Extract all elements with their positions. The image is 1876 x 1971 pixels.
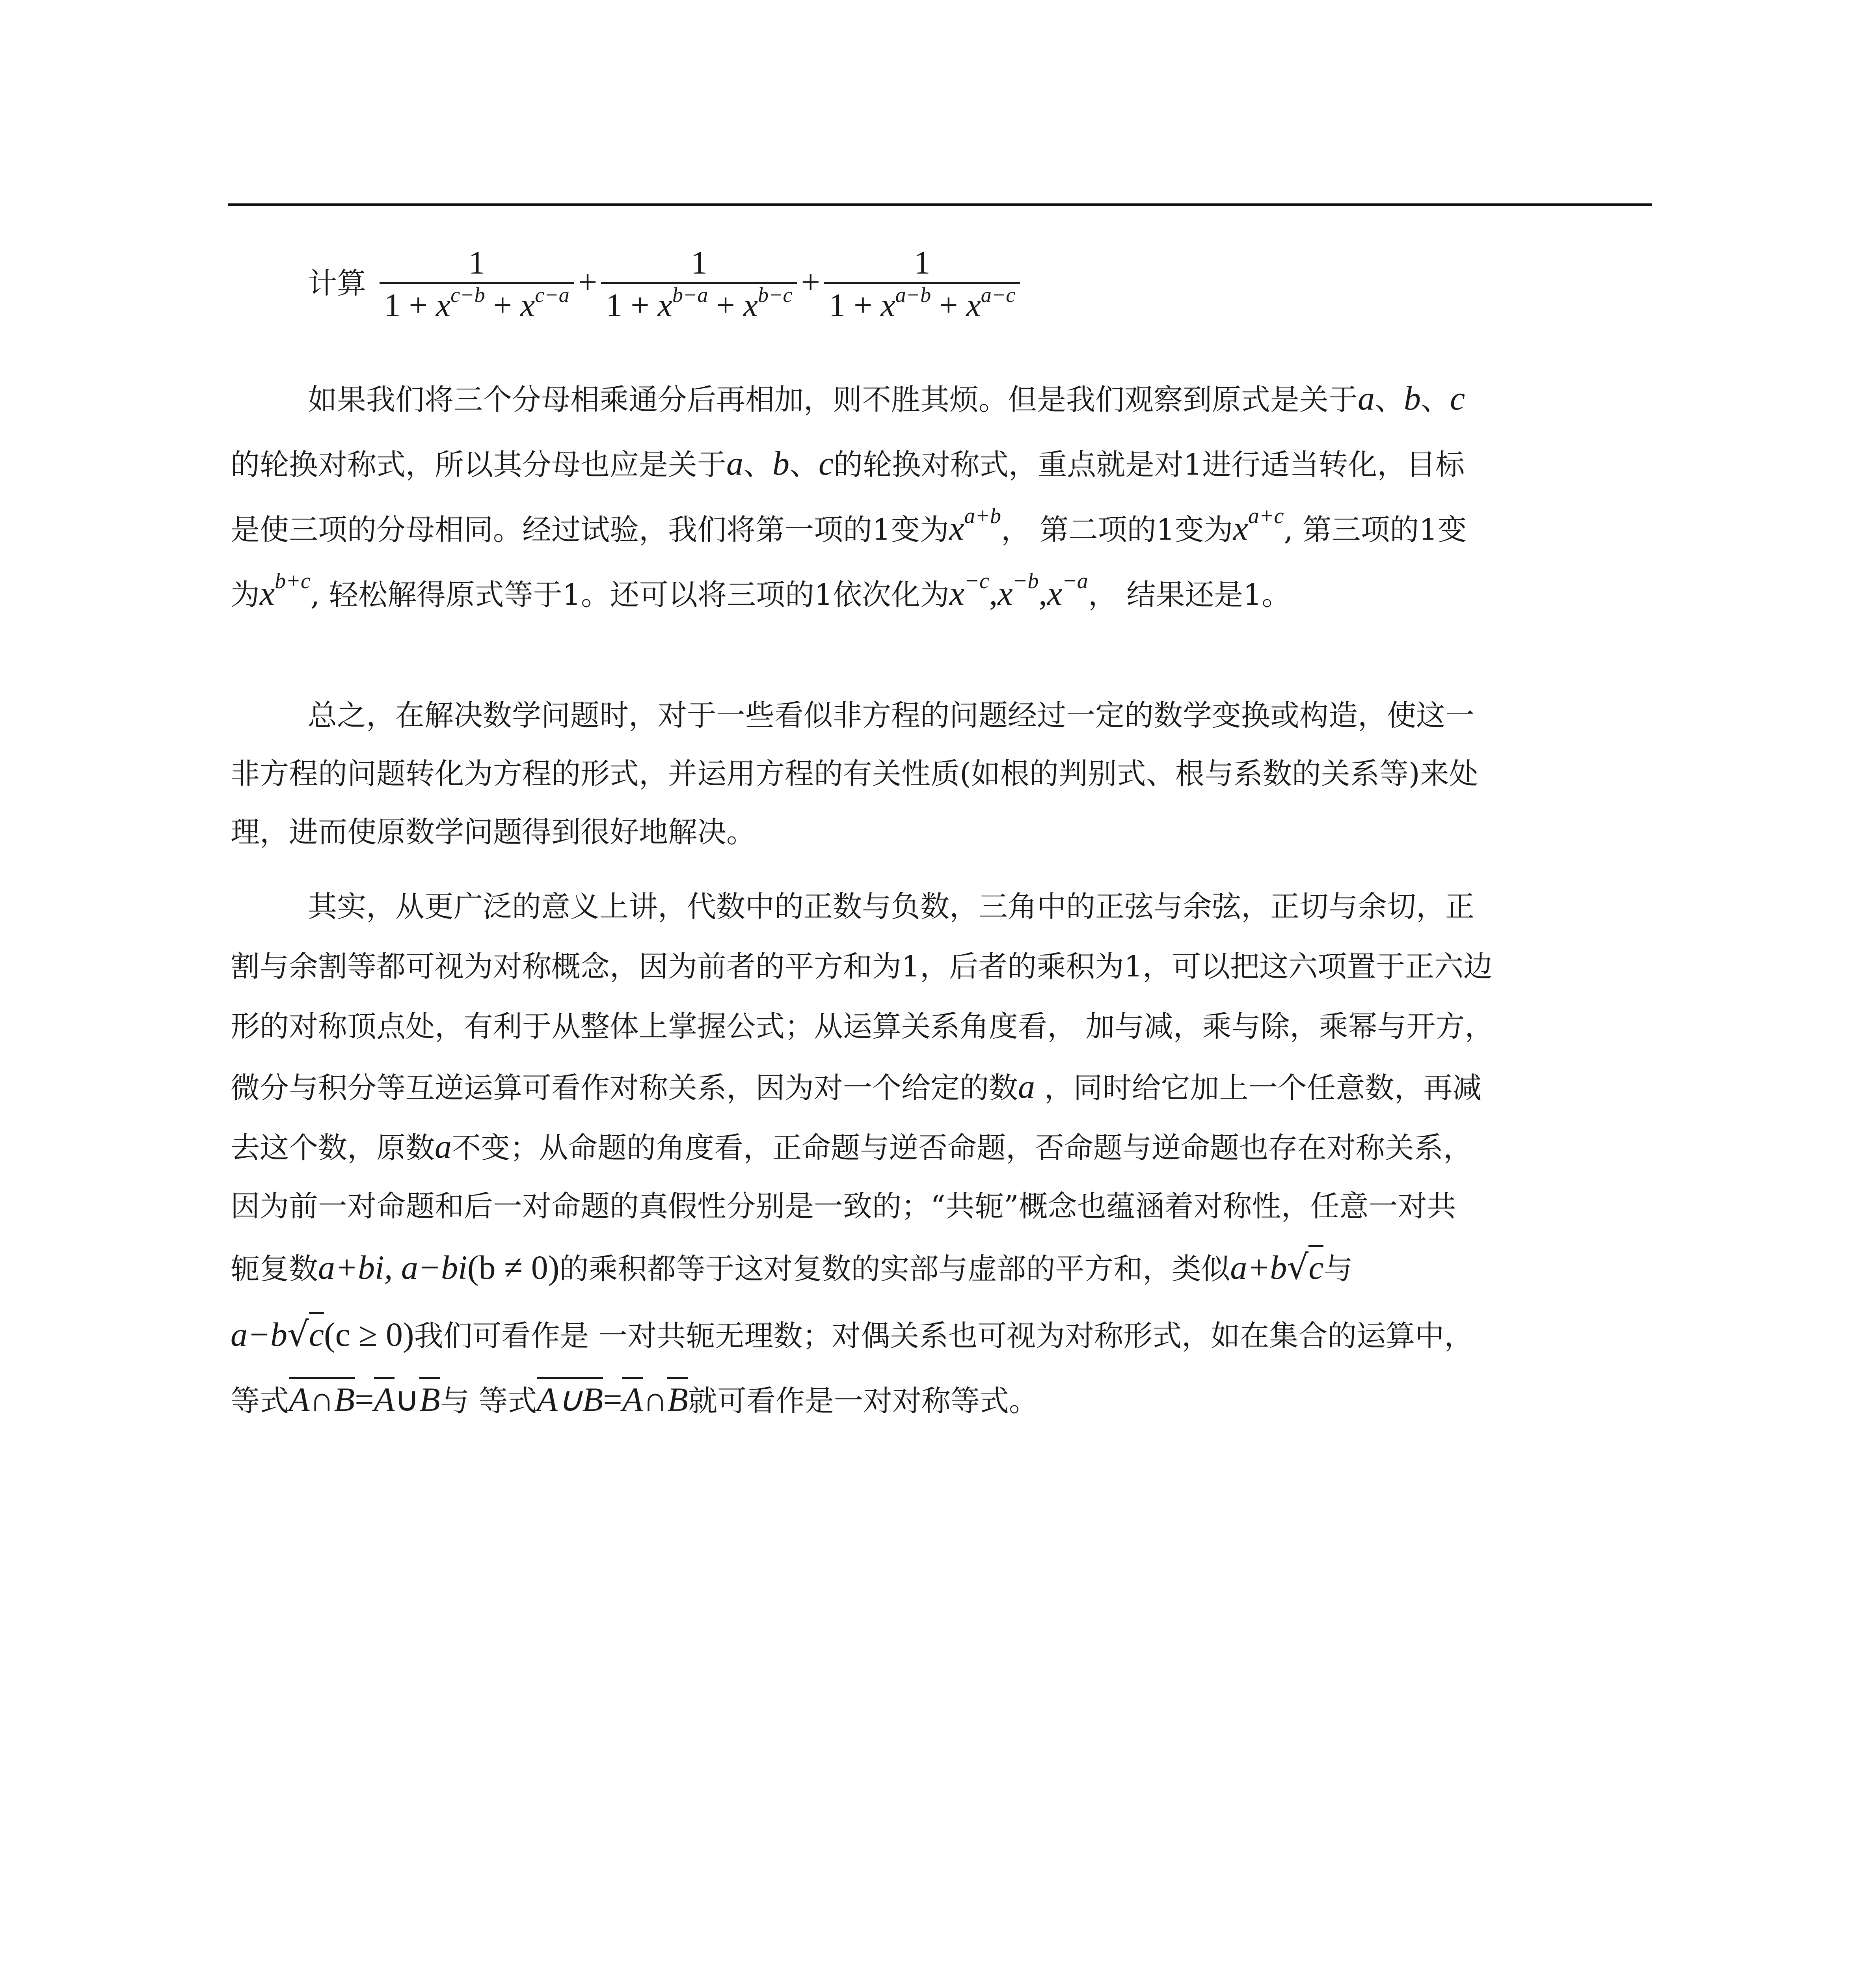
fraction-2-numerator: 1 bbox=[601, 244, 797, 284]
formula-line bbox=[308, 237, 1024, 329]
fraction-2 bbox=[601, 244, 797, 327]
p3-line-9: 等式A∩B=A∪B与 等式A∪B=A∩B就可看作是一对对称等式。 bbox=[231, 1380, 1038, 1421]
p1-line-4: 为$x^{b+c}$, 轻松解得原式等于1。还可以将三项的1依次化为$x^{-c},x^{-b},x^{-a}$， 结果还是1。 bbox=[231, 569, 1291, 612]
p1-line-3: 是使三项的分母相同。经过试验，我们将第一项的1变为$x^{a+b}$， 第二项的1变为$x^{a+c}$, 第三项的1变 bbox=[231, 504, 1467, 547]
p2-line-2: 非方程的问题转化为方程的形式，并运用方程的有关性质(如根的判别式、根与系数的关系等)来处 bbox=[231, 757, 1478, 791]
p3-line-7: 轭复数a+bi, a−bi(b ≠ 0)的乘积都等于这对复数的实部与虚部的平方和，类似a+b√c与 bbox=[231, 1248, 1353, 1289]
set-expression-lhs-2: A∪B bbox=[537, 1377, 603, 1418]
p3-line-8: a−b√c(c ≥ 0)我们可看作是 一对共轭无理数；对偶关系也可视为对称形式，如在集合的运算中， bbox=[231, 1315, 1473, 1356]
plus-sign: + bbox=[801, 263, 820, 301]
p3-line-6: 因为前一对命题和后一对命题的真假性分别是一致的；“共轭”概念也蕴涵着对称性，任意一对共 bbox=[231, 1189, 1456, 1223]
p3-line-4: 微分与积分等互逆运算可看作对称关系，因为对一个给定的数a ，同时给它加上一个任意数，再减 bbox=[231, 1067, 1482, 1105]
p3-line-3: 形的对称顶点处，有利于从整体上掌握公式；从运算关系角度看， 加与减，乘与除，乘幂与开方， bbox=[231, 1010, 1494, 1043]
fraction-1-numerator: 1 bbox=[380, 244, 574, 284]
p2-line-1: 总之，在解决数学问题时，对于一些看似非方程的问题经过一定的数学变换或构造，使这一 bbox=[308, 699, 1474, 732]
set-expression-lhs-1: A∩B bbox=[289, 1377, 355, 1418]
fraction-3 bbox=[824, 244, 1020, 327]
p3-line-1: 其实，从更广泛的意义上讲，代数中的正数与负数，三角中的正弦与余弦，正切与余切，正 bbox=[308, 890, 1474, 924]
fraction-3-numerator: 1 bbox=[824, 244, 1020, 284]
plus-sign: + bbox=[578, 263, 597, 301]
p3-line-5: 去这个数，原数a不变；从命题的角度看，正命题与逆否命题，否命题与逆命题也存在对称关系， bbox=[231, 1127, 1472, 1165]
fraction-3-denominator: $1 + x^{a-b} + x^{a-c}$ bbox=[828, 283, 1016, 324]
p2-line-3: 理，进而使原数学问题得到很好地解决。 bbox=[231, 815, 756, 849]
p1-line-1: 如果我们将三个分母相乘通分后再相加，则不胜其烦。但是我们观察到原式是关于a、b、c bbox=[308, 379, 1465, 417]
fraction-2-denominator: $1 + x^{b-a} + x^{b-c}$ bbox=[606, 283, 793, 324]
fraction-1 bbox=[380, 244, 574, 327]
p3-line-2: 割与余割等都可视为对称概念，因为前者的平方和为1，后者的乘积为1，可以把这六项置于正六边 bbox=[231, 950, 1493, 984]
p1-line-2: 的轮换对称式，所以其分母也应是关于a、b、c的轮换对称式，重点就是对1进行适当转化，目标 bbox=[231, 444, 1465, 482]
fraction-1-denominator: $1 + x^{c-b} + x^{c-a}$ bbox=[384, 283, 570, 324]
formula-lead: 计算 bbox=[308, 266, 366, 300]
header-rule bbox=[228, 203, 1652, 206]
